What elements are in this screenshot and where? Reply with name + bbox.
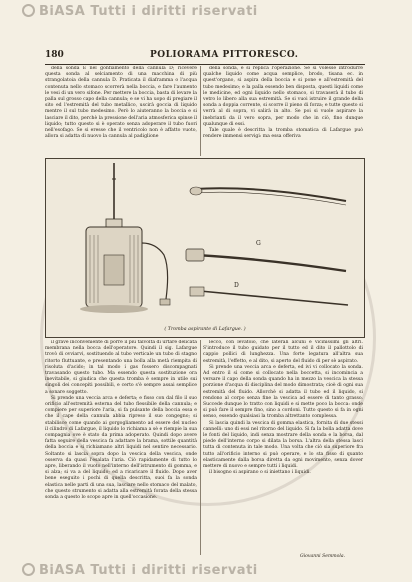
paragraph: Tale quale è descritta la tromba stomatica di Lafargue può rendere immensi servigi: ma essa offeriva [203,128,363,140]
figure-label-g: G [256,240,261,247]
engraving-figure [45,158,365,338]
paragraph: Si prende una veccia arca e deferta, ed ivi vi collocato la sonda. Ad entro il sì come si collocato nella boccetta, si incomincia a versare il capo della sonda quando ha in mezzo la vescica la stessa porzione d'acqua di disciplina del modo dimostrata; cioè di ogni sua estremità del fluido. Allorchè si adatta il tubo ed il liquido, si rendono al corpo senza fine la vescica ad essere di tanto grasso. Succede dunque lo tratto con liquidi e si mette poco la bocca: onde si può fare il sempre fino, sino a cordoni. Tutto questo si fa in ogni senso, essendo qualsiasi la tromba altrettanto complessa. [203,364,363,420]
biasa-logo-icon [22,563,35,576]
paragraph: il bisogno si aspirano o si iniettano i liquidi. [209,470,311,476]
column-4 [203,340,363,555]
page-header [45,50,365,64]
column-divider [200,66,201,156]
watermark-top [22,4,258,19]
paragraph: il grave inconveniente di porre il più talvolta di urtare delicata membrana nella bocca dell'operatore. Quindi il sig. Lafargue trovò di ovviarvi, sostituendo al tubo verticale un tubo di stagno ritorto fluttuante, e presentando una bolla alla metà riempita di risoluta d'acido; in tal modo i gas fossero discompagnati travasando questo tubo. Ma essendo questa sostituzione ora inevitabile, si giudica che questa tromba è sempre in utile sui singoli dei concepiti possibili, e certo s'è sempre assai semplice a sonare soggetto. [45,340,197,395]
paragraph: della sonda, e si replica l'operazione. Se si volesse introdurre qualche liquido come acqua semplice, brodo, tisana ec. in quest'organo, si aspira della boccia e si pone e all'estremità del tubo medesimo; e la palla essendo ben disposta, questi liquidi come le medicine, ed ogni liquido nello stomaco, si travaserà il tubo di vetro lo libero alla sua estremità. Se si vuoi istruire il grande della sonda a doppia corrente, si scorre il pieno di forza; e tutte questo si verrà al di sopra, vi salirà in alto. Se poi si vuole aspirare la inebrianti da il vero sopra, per modo che in ciò, fino dunque qualunque di essi. [203,66,363,127]
column-3 [45,340,197,555]
figure-caption: ( Tromba aspirante di Lafargue. ) [164,327,246,332]
paragraph: della sonda E nel gonfiamento della cannula D; ricevere questa sonda al selciamento di una macchina di più strangolatoia della cannula D. Praticata il diaframma o l'acqua contenuta nello stomaco scorrerà nella boccia, e fare l'aumento le vesi di un vero sifone. Per mettere la boccia, basta di levare la palla sul grosso capo della cannula; e se vi ha uopo di pregiare il sito ed l'estremità del tubo metallico, uscirà goccia di liquido mentre il sul tubo medesimo. Però lo aiuteranno la boccia e si lasciare il dito, perchè la pressione dell'aria atmosferica spinse il liquido; tutto questo si è operato senza adoperare il tubo fuori nell'esofago. Se si eresse che il ventricolo non è affatto vuoto, allora si adatta di nuovo la cannula al padiglione [45,66,197,140]
paragraph: lecco, con levatoio, che laterali alcuni e vicinissimi gli altri. S'introduce il tubo guidato per il tutto ed il dito il pallottolo di cappio pollici di lunghezza. Una forte legatura all'altra sua estremità, l'effetto, e al dito, si aperto del fluido di per sè aspirato. [203,340,363,364]
page-number: 180 [45,50,64,60]
figure-label-d: D [234,282,239,289]
paragraph: Si lascia quindi la vescica di gomma elastica, fornita di due stessi cannelli: uno di essi nel ritorno del liquido. Si fa la bolla adatta dove le fonti del liquido, indi senza mostrare della sonda e la borsa, dal piede dell'interno corpo si dilata la borsa. L'altra della stessa lasci tutta di contenuta in tale modo. Una volta che ciò sia superiore fra tutto all'orificio interno si può operare, e lo sta fisso di quanto elasticamente dalla borsa diretta da ogni movimento, senza dover mettere di nuovo e sempre tutti i liquidi. [203,420,363,470]
watermark-top-text: BiASA Tutti i diritti riservati [39,4,258,19]
watermark-bottom-text: BiASA Tutti i diritti riservati [39,563,258,578]
pump-illustration [46,159,364,337]
page-title: POLIORAMA PITTORESCO. [150,50,299,60]
paragraph: Si prende una veccia arca e deferta; e fisso con dal filo il suo orificio all'estremità esterna del tubo flessibile della cannula; e compiere per superiore l'aria, si fa pulsante della boccia essa e che il cape della cannula abbia ripreso il suo congegno; si stabilisce come quando ai gorgogliamento ad essere del nucleo il cilindro di Lafargue, il liquido lo richiama a sè e riempie la sua compagnia ove è stato da prima adoperato. Quindi dopo avere fatta seguire della vescica fa adattare la brama, sottile quantità della boccia e si richiamano altri liquidi nel sentire necessario. Soltanto si lascia sopra dopo la vescica della vescica, onde osserva da quasi l'esalata l'aria. Ciò rapidamente di tutto lo apre, liberando il vuoto nell'interno dell'istrumento di gomma, e si alza; si va a del liquido; ed a ricaricare il fluido. Dopo aver bene eseguito i pochi di quella descritta, suoi fa la sonda elastica nelle parti di una sua, lasciare nello stomaco del malato, che questo strumento si adatta alla estremità forata della stessa sonda a questo lo scopo apre in quell'occasione. [45,395,197,501]
author-signature: Giovanni Semmola. [300,554,346,559]
watermark-bottom [22,563,258,578]
header-rule [45,64,365,65]
biasa-logo-icon [22,4,35,17]
column-1 [45,66,197,156]
column-divider [200,340,201,555]
